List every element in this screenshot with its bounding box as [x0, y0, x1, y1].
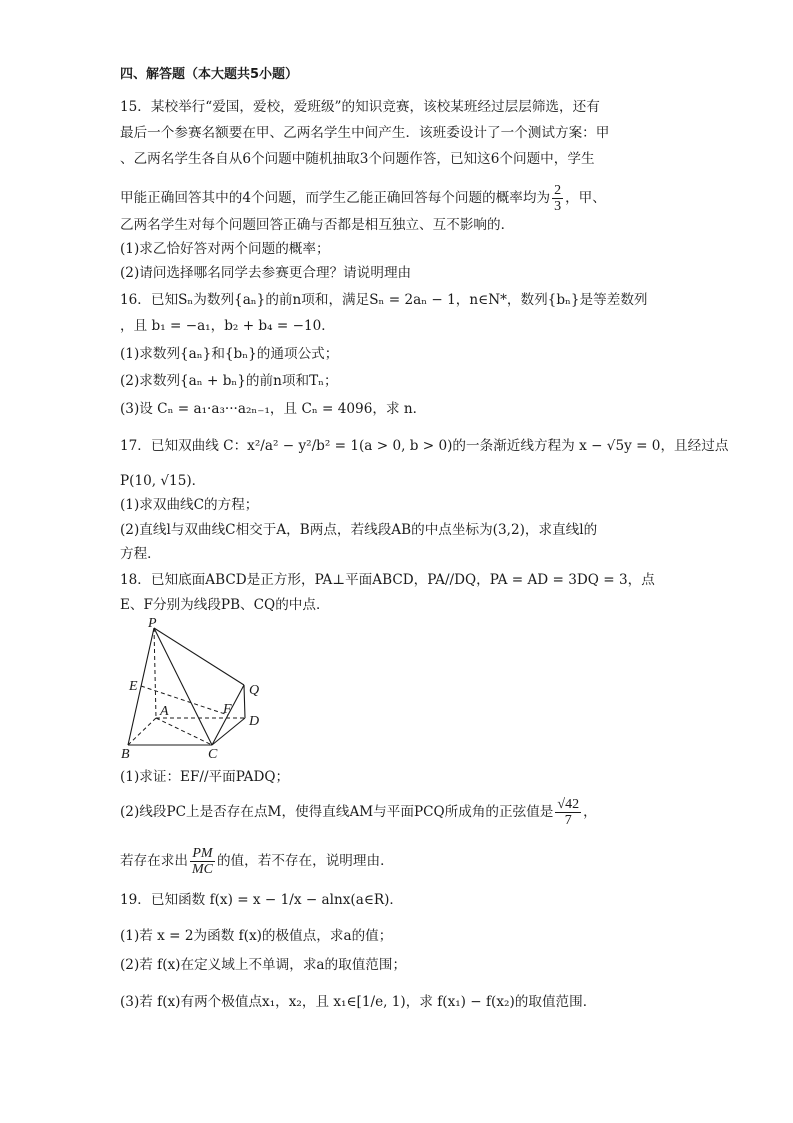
problem-18-question-2-text: (2)线段PC上是否存在点M，使得直线AM与平面PCQ所成角的正弦值是: [120, 804, 554, 820]
problem-15-question-1: (1)求乙恰好答对两个问题的概率；: [120, 241, 330, 257]
problem-18-line-2: E、F分别为线段PB、CQ的中点．: [120, 597, 330, 613]
edge-AB: [128, 718, 156, 745]
problem-19-question-3: (3)若 f(x)有两个极值点x₁，x₂，且 x₁∈[1/e, 1)，求 f(x₁) − f(x₂)的取值范围．: [120, 994, 597, 1010]
problem-17-line-2: P(10, √15)．: [120, 473, 206, 489]
problem-15-line-2: 最后一个参赛名额要在甲、乙两名学生中间产生．该班委设计了一个测试方案：甲: [120, 125, 610, 141]
problem-18-question-1: (1)求证：EF//平面PADQ；: [120, 769, 290, 785]
probability-fraction: [552, 183, 563, 214]
edge-PQ: [154, 628, 244, 685]
problem-17-question-2: (2)直线l与双曲线C相交于A，B两点，若线段AB的中点坐标为(3,2)，求直线l的: [120, 522, 598, 538]
label-D: D: [249, 714, 260, 729]
problem-19-question-1: (1)若 x = 2为函数 f(x)的极值点，求a的值；: [120, 928, 393, 944]
problem-18-q2b-pre: 若存在求出: [120, 853, 188, 869]
edge-QD: [244, 685, 245, 718]
problem-17-question-2-cont: 方程．: [120, 546, 161, 562]
fraction-denominator: MC: [191, 862, 213, 877]
label-F: F: [223, 702, 232, 717]
problem-16-question-2: (2)求数列{aₙ + bₙ}的前n项和Tₙ；: [120, 373, 338, 389]
problem-16-question-3: (3)设 Cₙ = a₁·a₃···a₂ₙ₋₁，且 Cₙ = 4096，求 n．: [120, 401, 427, 417]
problem-19-question-2: (2)若 f(x)在定义域上不单调，求a的取值范围；: [120, 957, 407, 973]
fraction-denominator: 7: [564, 813, 572, 828]
problem-17-question-1: (1)求双曲线C的方程；: [120, 497, 259, 513]
fraction-denominator: 3: [554, 199, 562, 214]
label-C: C: [208, 747, 218, 762]
problem-16-line-2: ，且 b₁ = −a₁，b₂ + b₄ = −10．: [120, 318, 335, 334]
edge-PA: [154, 628, 156, 718]
label-B: B: [121, 747, 130, 762]
problem-16-question-1: (1)求数列{aₙ}和{bₙ}的通项公式；: [120, 346, 339, 362]
problem-15-line-4-text: 甲能正确回答其中的4个问题，而学生乙能正确回答每个问题的概率均为: [120, 190, 551, 206]
ratio-fraction: [190, 846, 215, 877]
problem-15-line-4: [120, 183, 606, 214]
edge-PC: [154, 628, 212, 745]
problem-18-line-1: 18．已知底面ABCD是正方形，PA⊥平面ABCD，PA//DQ，PA = AD = 3DQ = 3，点: [120, 572, 655, 588]
problem-15-line-5: 乙两名学生对每个问题回答正确与否都是相互独立、互不影响的．: [120, 217, 515, 233]
label-Q: Q: [249, 683, 260, 698]
section-title: 四、解答题（本大题共5小题）: [120, 67, 299, 82]
problem-18-q2b-post: 的值，若不存在，说明理由．: [216, 853, 394, 869]
problem-18-question-2: [120, 797, 597, 828]
problem-15-line-3: 、乙两名学生各自从6个问题中随机抽取3个问题作答，已知这6个问题中，学生: [120, 151, 595, 167]
fraction-numerator: 2: [554, 183, 562, 198]
edge-CD: [212, 718, 245, 745]
label-A: A: [160, 704, 169, 719]
problem-19-line-1: 19．已知函数 f(x) = x − 1/x − alnx(a∈R)．: [120, 892, 404, 908]
label-P: P: [148, 618, 157, 631]
label-E: E: [129, 679, 138, 694]
edge-AC: [156, 718, 212, 745]
sine-value-fraction: [555, 797, 581, 828]
pyramid-figure: [118, 618, 278, 763]
problem-18-question-2-tail: ，: [583, 804, 597, 820]
problem-16-line-1: 16．已知Sₙ为数列{aₙ}的前n项和，满足Sₙ = 2aₙ − 1，n∈N*，数列{bₙ}是等差数列: [120, 292, 648, 308]
problem-18-question-2-cont: [120, 846, 394, 877]
fraction-numerator: √42: [557, 797, 580, 812]
problem-17-line-1: 17．已知双曲线 C：x²/a² − y²/b² = 1(a > 0, b > 0)的一条渐近线方程为 x − √5y = 0，且经过点: [120, 438, 729, 454]
problem-15-line-1: 15．某校举行“爱国，爱校，爱班级”的知识竞赛，该校某班经过层层筛选，还有: [120, 99, 600, 115]
problem-15-question-2: (2)请问选择哪名同学去参赛更合理？请说明理由: [120, 265, 412, 281]
fraction-numerator: PM: [192, 846, 213, 861]
problem-15-line-4-tail: ，甲、: [565, 190, 606, 206]
